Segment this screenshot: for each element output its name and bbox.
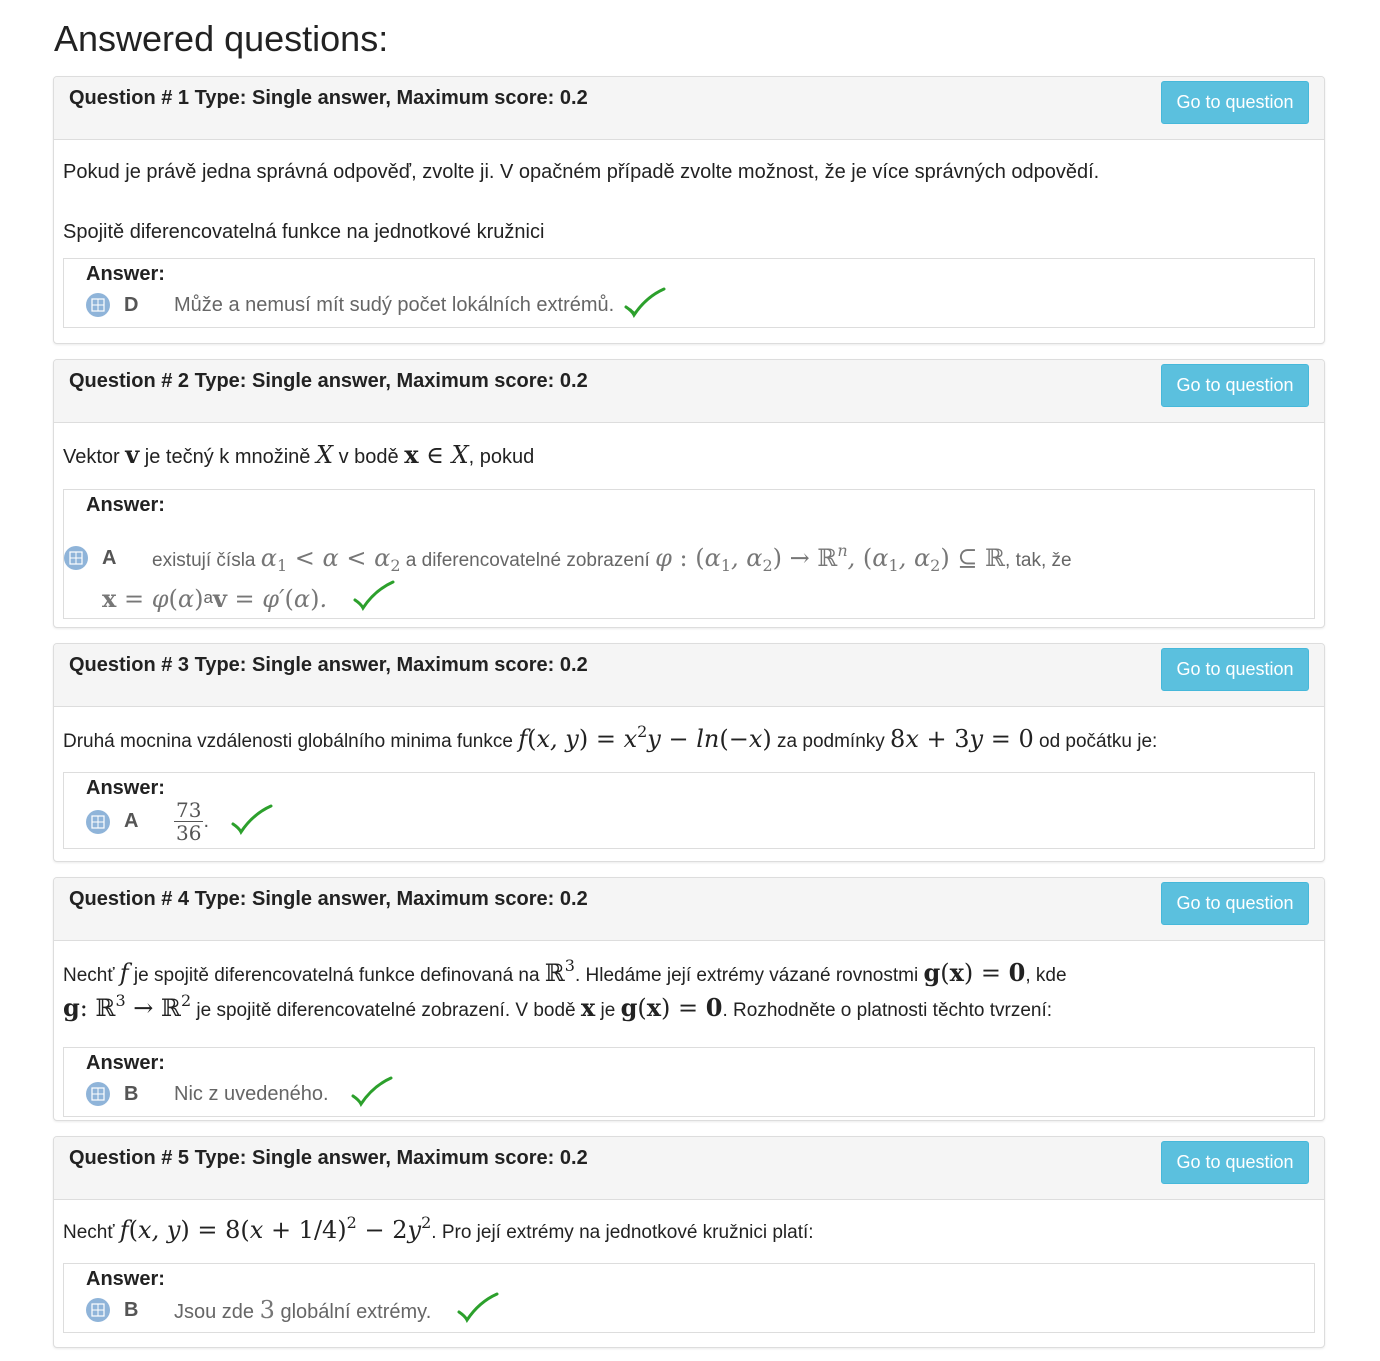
answer-row xyxy=(64,541,1304,575)
math-phi-map: φ : ($\alpha_1$, $\alpha_2$) → ℝ$^n$, ($\alpha_1$, $\alpha_2$) ⊆ ℝ xyxy=(655,541,1006,575)
math-f: f xyxy=(119,959,129,987)
answer-text: Může a nemusí mít sudý počet lokálních extrémů. xyxy=(174,293,615,316)
text-segment: globální extrémy. xyxy=(274,1301,432,1323)
go-to-question-button[interactable]: Go to question xyxy=(1161,882,1309,925)
question-text xyxy=(63,423,1315,473)
math-x-eq-phi: x = φ(α) xyxy=(102,583,204,613)
fraction-denominator: 36 xyxy=(176,821,202,845)
text-segment: je xyxy=(595,1000,621,1021)
question-title: Question # 3 Type: Single answer, Maximum score: 0.2 xyxy=(69,654,588,676)
question-text xyxy=(63,707,1315,758)
math-alpha-range: $\alpha_1 < \alpha < \alpha_2$ xyxy=(260,544,401,575)
answer-row-continued xyxy=(102,578,397,618)
math-v: v xyxy=(125,440,140,469)
question-text xyxy=(63,1200,1315,1249)
question-text: Pokud je právě jedna správná odpověď, zvolte ji. V opačném případě zvolte možnost, že je více správných odpovědí. xyxy=(63,161,1100,183)
go-to-question-button[interactable]: Go to question xyxy=(1161,1141,1309,1184)
math-function: f(x, $y) = 8(x + 1/4)^2 - 2y^2$ xyxy=(119,1213,432,1244)
text-segment: Nechť xyxy=(63,965,120,986)
check-mark-icon xyxy=(624,285,668,325)
fraction-numerator: 73 xyxy=(176,798,202,822)
go-to-question-button[interactable]: Go to question xyxy=(1161,648,1309,691)
answer-marker-icon xyxy=(86,1298,110,1322)
answer-box xyxy=(63,1263,1315,1333)
text-segment: Nechť xyxy=(63,1222,120,1243)
question-heading xyxy=(54,77,1324,140)
text-segment: . Pro její extrémy na jednotkové kružnici platí: xyxy=(431,1222,814,1243)
text-segment: . Hledáme její extrémy vázané rovnostmi xyxy=(574,965,924,986)
check-mark-icon xyxy=(353,578,397,618)
answer-label: Answer: xyxy=(86,1268,165,1290)
math-condition: 8x + 3y = 0 xyxy=(890,725,1034,753)
answer-row xyxy=(86,285,668,325)
text-segment: a xyxy=(203,588,213,607)
text-segment: Vektor xyxy=(63,446,126,468)
question-title: Question # 5 Type: Single answer, Maximum score: 0.2 xyxy=(69,1147,588,1169)
question-title: Question # 2 Type: Single answer, Maximum score: 0.2 xyxy=(69,370,588,392)
answer-row: A $\frac{73}{36}$ . xyxy=(86,799,275,844)
answer-box xyxy=(63,772,1315,849)
question-panel-5 xyxy=(53,1136,1325,1348)
text-segment: je spojitě diferencovatelné zobrazení. V bodě xyxy=(191,1000,581,1021)
text-segment: . Rozhodněte o platnosti těchto tvrzení: xyxy=(722,1000,1053,1021)
question-text: Spojitě diferencovatelná funkce na jednotkové kružnici xyxy=(63,221,545,243)
math-number: 3 xyxy=(259,1296,275,1324)
answer-letter: B xyxy=(124,1298,139,1321)
question-heading xyxy=(54,1137,1324,1200)
question-title: Question # 1 Type: Single answer, Maximum score: 0.2 xyxy=(69,87,588,109)
math-g-map: g: ℝ$^3$ → ℝ$^2$ xyxy=(63,991,192,1022)
answer-marker-icon xyxy=(86,293,110,317)
answer-row xyxy=(86,1290,501,1330)
text-segment: , pokud xyxy=(468,446,535,468)
text-segment: Jsou zde xyxy=(174,1301,260,1323)
answer-letter: A xyxy=(102,546,117,569)
text-segment: je tečný k množině xyxy=(139,446,316,468)
text-segment: a diferencovatelné zobrazení xyxy=(400,550,656,571)
text-segment: je spojitě diferencovatelná funkce definovaná na xyxy=(128,965,545,986)
check-mark-icon xyxy=(231,802,275,842)
answer-fraction xyxy=(174,799,203,844)
math-X: X xyxy=(315,441,334,469)
answer-marker-icon xyxy=(86,1082,110,1106)
text-segment: za podmínky xyxy=(771,731,891,752)
answer-label: Answer: xyxy=(86,777,165,799)
answer-text xyxy=(152,541,1072,575)
question-panel-2 xyxy=(53,359,1325,628)
page-title: Answered questions: xyxy=(54,18,389,59)
question-panel-1 xyxy=(53,76,1325,344)
math-R3: ℝ$^3$ xyxy=(544,956,575,987)
question-heading xyxy=(54,360,1324,423)
answer-row xyxy=(86,1074,395,1114)
text-segment: , kde xyxy=(1025,965,1067,986)
answer-label: Answer: xyxy=(86,263,165,285)
answer-label: Answer: xyxy=(86,1052,165,1074)
go-to-question-button[interactable]: Go to question xyxy=(1161,364,1309,407)
answer-text: Nic z uvedeného. xyxy=(174,1082,329,1105)
question-heading xyxy=(54,644,1324,707)
text-segment: Druhá mocnina vzdálenosti globálního minima funkce xyxy=(63,731,519,752)
text-segment: v bodě xyxy=(333,446,405,468)
answer-letter: D xyxy=(124,293,139,316)
question-panel-3 xyxy=(53,643,1325,862)
question-heading xyxy=(54,878,1324,941)
text-segment: existují čísla xyxy=(152,550,261,571)
check-mark-icon xyxy=(457,1290,501,1330)
math-v-eq-phiprime: v = φ′(α). xyxy=(212,583,328,613)
question-text xyxy=(63,941,1315,1027)
math-function: f(x, $y) = x^2y - \ln(-x)$ xyxy=(518,722,772,753)
answer-letter: B xyxy=(124,1082,139,1105)
question-title: Question # 4 Type: Single answer, Maximum score: 0.2 xyxy=(69,888,588,910)
math-x-in-X: x ∈ X xyxy=(404,440,469,469)
text-segment: , tak, že xyxy=(1005,550,1072,571)
answer-label: Answer: xyxy=(86,494,165,516)
math-g-x-eq-0: g(x) = 0 xyxy=(620,993,723,1022)
question-panel-4 xyxy=(53,877,1325,1121)
answer-marker-icon xyxy=(86,810,110,834)
text-segment: od počátku je: xyxy=(1033,731,1158,752)
answer-box xyxy=(63,1047,1315,1117)
answer-letter: A xyxy=(124,810,139,832)
answer-box xyxy=(63,489,1315,619)
math-x: x xyxy=(580,993,596,1022)
answer-box xyxy=(63,258,1315,328)
answer-text xyxy=(174,1296,431,1324)
check-mark-icon xyxy=(351,1074,395,1114)
answer-marker-icon xyxy=(64,546,88,570)
go-to-question-button[interactable]: Go to question xyxy=(1161,81,1309,124)
math-g-eq-0: g(x) = 0 xyxy=(923,958,1026,987)
